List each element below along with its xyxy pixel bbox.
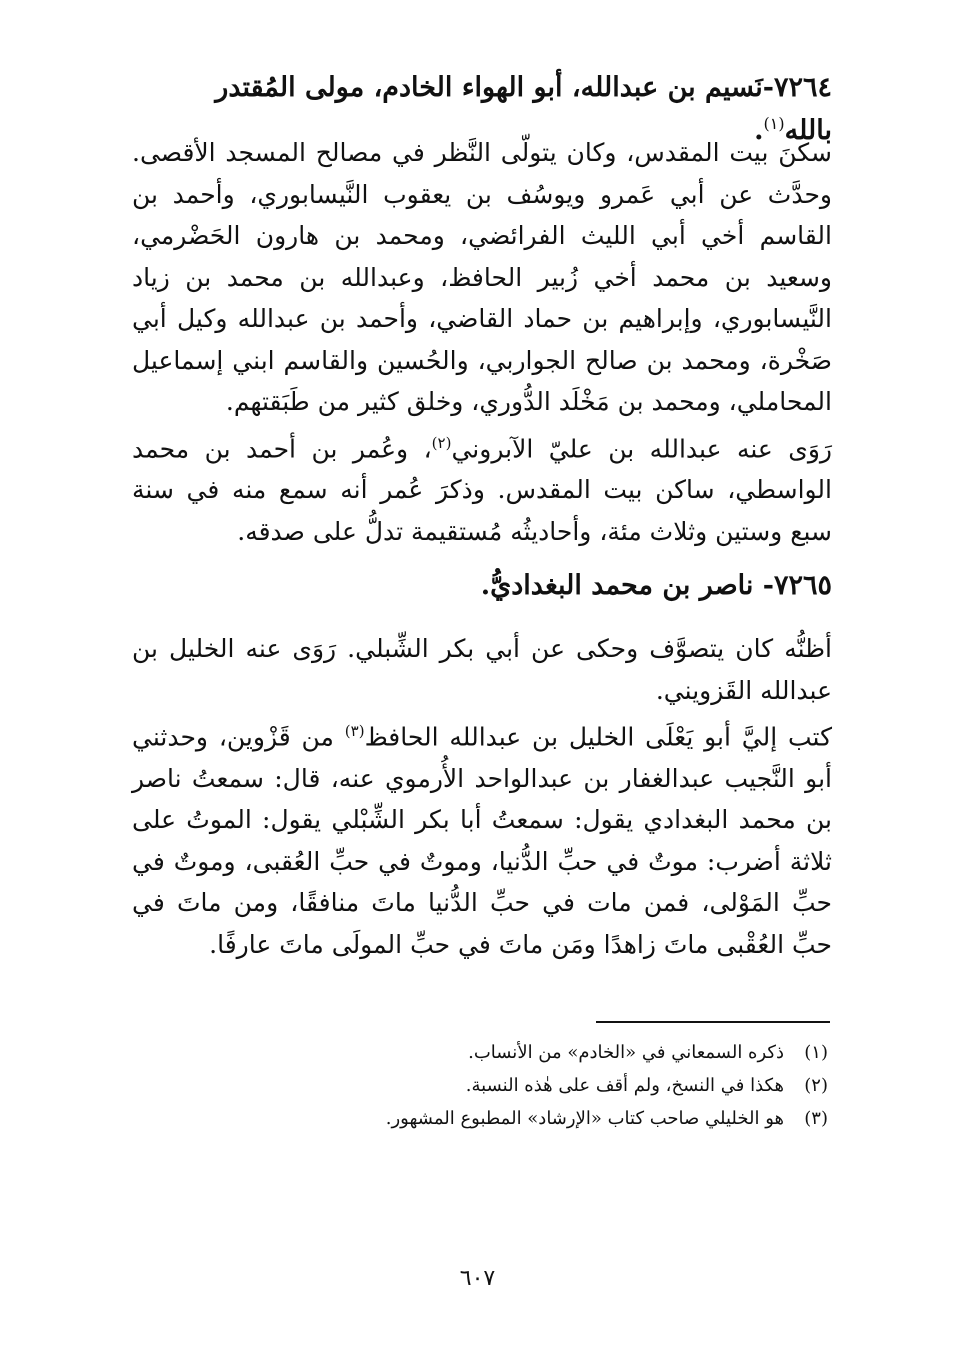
footnote-number: (٢) — [804, 1075, 828, 1096]
footnote-2 — [300, 1069, 828, 1102]
footnote-text: هكذا في النسخ، ولم أقف على هٰذه النسبة. — [465, 1075, 784, 1096]
page-number: ٦٠٧ — [459, 1266, 496, 1291]
footnote-ref-1: (١) — [763, 114, 785, 133]
entry-7264-paragraph-2 — [132, 423, 832, 553]
footnote-number: (١) — [804, 1042, 828, 1063]
entry-7265-paragraph-2-end: من قَزْوين، وحدثني أبو النَّجيب عبدالغفار بن عبدالواحد الأُرموي عنه، قال: سمعتُ ناصر بن محمد البغدادي يقول: سمعتُ أبا بكر الشِّبْلي يقول: الموتُ على ثلاثة أضرب: موتٌ في حبِّ الدُّنيا، وموتٌ في حبِّ العُقبى، وموتٌ في حبِّ المَوْلى، فمن مات في حبِّ الدُّنيا ماتَ منافقًا، ومن ماتَ في حبِّ العُقْبى ماتَ زاهدًا ومَن ماتَ في حبِّ المولَى ماتَ عارفًا. — [132, 722, 832, 959]
entry-7265-heading: ٧٢٦٥- ناصر بن محمد البغداديُّ. — [480, 570, 832, 601]
entry-7265-paragraph-2-start: كتب إليَّ أبو يَعْلَى الخليل بن عبدالله الحافظ — [364, 722, 832, 752]
footnote-ref-2: (٢) — [431, 433, 452, 452]
entry-7264-body — [132, 132, 832, 552]
footnote-text: هو الخليلي صاحب كتاب «الإرشاد» المطبوع المشهور. — [385, 1108, 784, 1129]
footnote-text: ذكره السمعاني في «الخادم» من الأنساب. — [468, 1042, 784, 1063]
footnote-1 — [300, 1036, 828, 1069]
heading-period: . — [754, 115, 764, 146]
entry-7265-paragraph-2 — [132, 711, 832, 965]
footnote-3 — [300, 1102, 828, 1135]
footnote-number: (٣) — [804, 1108, 828, 1129]
footnotes — [300, 1036, 828, 1135]
entry-7264-title: ٧٢٦٤-نَسيم بن عبدالله، أبو الهواء الخادم، مولى المُقتدر بالله — [215, 72, 832, 146]
entry-7265-paragraph-1: أظنُّه كان يتصوَّف وحكى عن أبي بكر الشِّبلي. رَوَى عنه الخليل بن عبدالله القَزويني. — [132, 634, 832, 705]
entry-7265-body — [132, 628, 832, 965]
entry-7264-paragraph-1: سكنَ بيت المقدس، وكان يتولّى النَّظر في مصالح المسجد الأقصى. وحدَّث عن أبي عَمرو ويوسُف بن يعقوب النَّيسابوري، وأحمد بن القاسم أخي أبي الليث الفرائضي، ومحمد بن هارون الحَضْرمي، وسعيد بن محمد أخي زُبير الحافظ، وعبدالله بن محمد بن زياد النَّيسابوري، وإبراهيم بن حماد القاضي، وأحمد بن عبدالله وكيل أبي صَخْرة، ومحمد بن صالح الجواربي، والحُسين والقاسم ابني إسماعيل المحاملي، ومحمد بن مَخْلَد الدُّوري، وخلق كثير من طَبَقتهم. — [132, 138, 832, 416]
entry-7264-paragraph-2-end: ، وعُمر بن أحمد بن محمد الواسطي، ساكن بيت المقدس. وذكرَ عُمر أنه سمع منه في سنة سبع وستين وثلاث مئة، وأحاديثُه مُستقيمة تدلُّ على صدقه. — [132, 433, 832, 546]
footnote-ref-3: (٣) — [344, 722, 365, 740]
footnote-separator — [596, 1021, 830, 1023]
entry-7264-paragraph-2-start: رَوَى عنه عبدالله بن عليّ الآبروني — [451, 433, 832, 463]
